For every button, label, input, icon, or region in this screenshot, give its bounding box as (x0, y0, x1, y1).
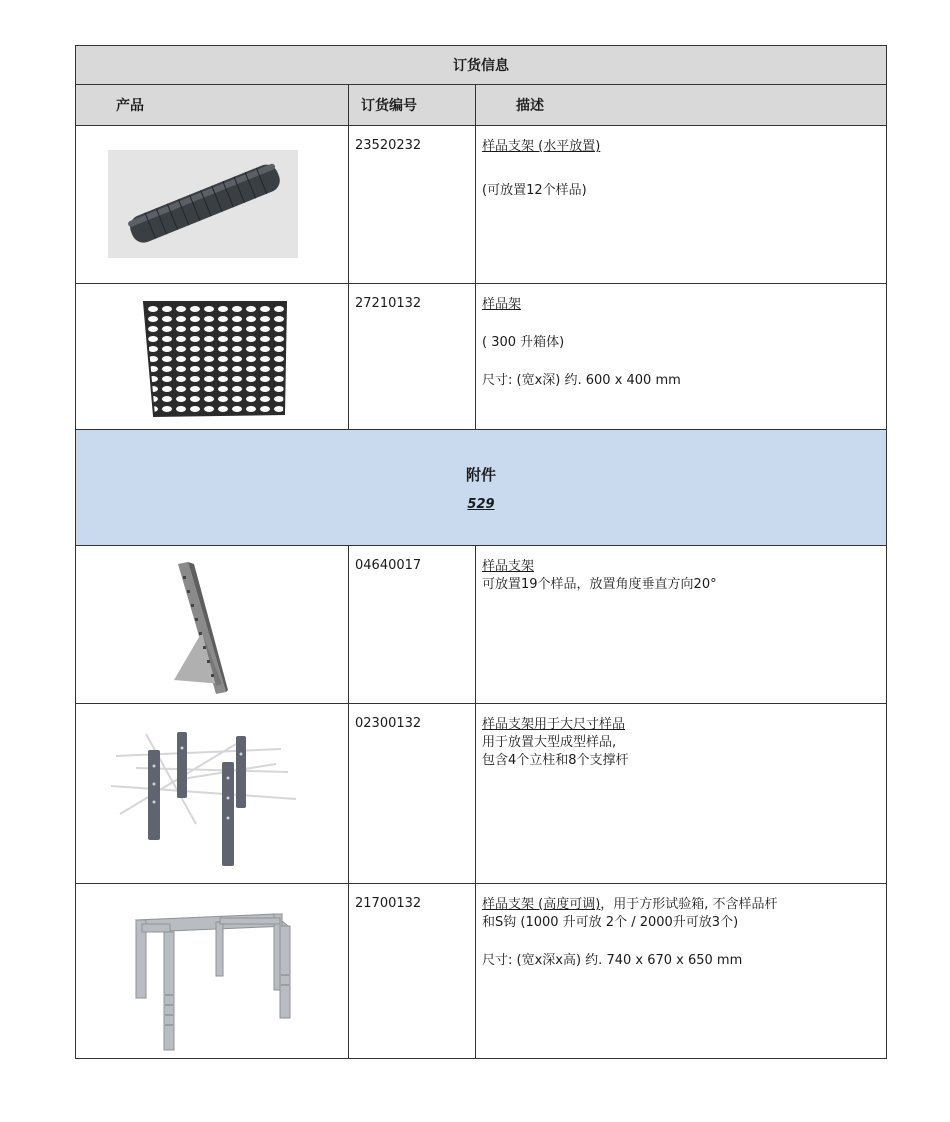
product-link[interactable]: 样品支架 (482, 559, 535, 574)
description-text: 可放置19个样品，放置角度垂直方向20° (482, 577, 717, 592)
product-cell (76, 884, 349, 1059)
angled-sample-stand-image (76, 546, 346, 701)
table-row (76, 126, 887, 284)
description-cell (476, 704, 887, 884)
large-sample-posts-image (76, 704, 346, 881)
product-link[interactable]: 样品支架 (高度可调) (482, 897, 601, 912)
header-product: 产品 (76, 85, 349, 126)
accessories-title: 附件 (465, 465, 496, 484)
product-cell (76, 704, 349, 884)
description-text: (可放置12个样品) (482, 183, 587, 198)
accessories-link[interactable]: 529 (467, 496, 495, 512)
description-text: 包含4个立柱和8个支撑杆 (482, 753, 629, 768)
description-text: 尺寸: (宽x深) 约. 600 x 400 mm (482, 373, 681, 388)
horizontal-sample-holder-image (76, 126, 346, 281)
order-code: 02300132 (349, 704, 476, 884)
table-title: 订货信息 (76, 46, 887, 85)
table-row (76, 704, 887, 884)
perforated-sample-rack-image (76, 284, 346, 427)
description-cell (476, 284, 887, 430)
description-text: 尺寸: (宽x深x高) 约. 740 x 670 x 650 mm (482, 953, 743, 968)
description-text: 用于放置大型成型样品, (482, 735, 617, 750)
order-code: 21700132 (349, 884, 476, 1059)
product-cell (76, 126, 349, 284)
product-link[interactable]: 样品支架用于大尺寸样品 (482, 717, 626, 732)
description-text: ( 300 升箱体) (482, 335, 565, 350)
product-link[interactable]: 样品支架 (水平放置) (482, 139, 601, 154)
header-description: 描述 (476, 85, 887, 126)
header-order-no: 订货编号 (349, 85, 476, 126)
accessories-section (76, 430, 887, 546)
order-code: 27210132 (349, 284, 476, 430)
product-cell (76, 284, 349, 430)
product-link[interactable]: 样品架 (482, 297, 522, 312)
description-text: ，用于方形试验箱, 不含样品杆和S钩 (1000 升可放 2个 / 2000升可放3个) (482, 897, 778, 930)
description-cell (476, 884, 887, 1059)
table-row (76, 546, 887, 704)
description-cell (476, 126, 887, 284)
order-info-table (75, 45, 887, 1059)
order-code: 04640017 (349, 546, 476, 704)
order-code: 23520232 (349, 126, 476, 284)
table-row (76, 884, 887, 1059)
description-cell (476, 546, 887, 704)
product-cell (76, 546, 349, 704)
adjustable-frame-image (76, 884, 346, 1056)
table-row (76, 284, 887, 430)
